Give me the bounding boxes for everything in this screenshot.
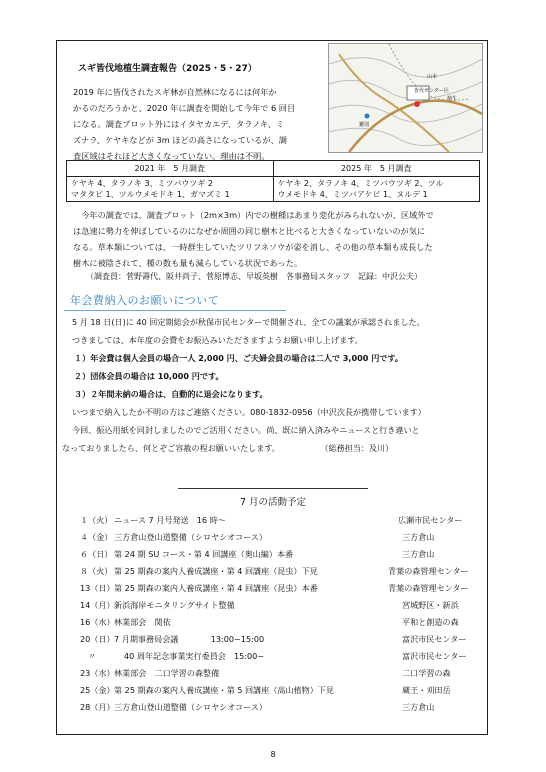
schedule-event: 第 25 期森の案内人養成講座・第 4 回講座（昆虫）下見 [114,566,318,576]
cell-line: ケヤキ 2、タラノキ 4、ミツバウツギ 2、ツル [277,179,444,188]
schedule-place: 平和と創造の森 [402,617,459,627]
schedule-event: 林業部会 二口学習の森整備 [114,668,220,678]
schedule-heading: 7 月の活動予定 [239,497,307,508]
schedule-place: 蔵王・刈田岳 [402,685,451,695]
schedule-row [80,685,480,700]
schedule-row [80,566,480,581]
survey-report-title: スギ皆伐地植生調査報告（2025・5・27） [78,64,257,74]
table-cell-2025 [273,177,480,202]
fees-contact-line: いつまで納入したか不明の方はご連絡ください。080-1832-0956（中沢次長が携帯しています） [72,407,426,417]
schedule-date: 16（水） [80,617,115,627]
schedule-date: 14（月） [80,600,115,610]
table-header-2025: 2025 年 5 月調査 [273,161,480,177]
schedule-row [80,634,480,649]
fees-line: 5 月 18 日(日)に 40 回定期総会が秋保市民センターで開催され、全ての議案が承認されました。 [72,317,425,327]
schedule-row [80,583,480,598]
schedule-event: 新浜海岸モニタリングサイト整備 [114,600,235,610]
schedule-event: 7 月期事務局会議 13:00~15:00 [114,634,265,644]
result-line: なる。草本類については、一時群生していたツリフネソウが姿を消し、その他の草本類も成長した [73,242,433,252]
cell-line: ケヤキ 4、タラノキ 3、ミツバウツギ 2 [71,179,214,188]
schedule-event: 第 24 期 SU コース・第 4 回講座（奥山編）本番 [114,549,294,559]
fees-item-group: ２）団体会員の場合は 10,000 円です。 [74,371,224,381]
page-number: 8 [270,750,276,759]
schedule-place: 三方倉山 [402,702,435,712]
schedule-date: 25（金） [80,685,115,695]
schedule-divider [178,488,368,489]
survey-site-map [328,43,483,153]
schedule-event: 三方倉山登山道整備（シロヤシオコース） [114,702,267,712]
map-label: 植生 [447,96,458,102]
intro-line: ズナラ、ケヤキなどが 3m ほどの高さになっているが、調 [73,135,287,145]
schedule-row [80,532,480,547]
schedule-date: ４（金） [80,532,113,542]
schedule-row [80,515,480,530]
intro-line: 2019 年に皆伐されたスギ林が自然林になるには何年か [73,87,277,97]
survey-comparison-table [66,160,480,202]
schedule-row [80,617,480,632]
fees-item-unpaid: ３）２年間未納の場合は、自動的に退会になります。 [74,389,268,399]
cell-line: マタタビ 1、ツルウメモドキ 1、ガマズミ 1 [71,190,230,199]
intro-line: かるのだろうかと、2020 年に調査を開始して今年で 6 回目 [73,103,296,113]
schedule-event: 40 周年記念事業実行委員会 15:00~ [124,651,265,661]
schedule-date: ６（日） [80,549,113,559]
schedule-place: 広瀬市民センター [398,515,463,525]
schedule-place: 富沢市民センター [402,634,467,644]
intro-line: になる。調査プロット外にはイタヤカエデ、タラノキ、ミ [73,119,285,129]
cell-line: ウメモドキ 4、ミツバアケビ 1、ヌルデ 1 [277,190,428,199]
table-cell-2021 [67,177,274,202]
schedule-row [80,651,480,666]
schedule-event: ニュース 7 月号発送 16 時～ [114,515,226,525]
fees-line: つきましては、本年度の会費をお振込みいただきますようお願い申し上げます。 [72,335,363,345]
fees-heading-underline [64,310,286,311]
map-label: 鑑別 [359,122,370,128]
intro-line: 査区域はそれほど大きくなっていない。理由は不明。 [73,151,270,161]
schedule-date: 28（月） [80,702,115,712]
schedule-date: ８（火） [80,566,113,576]
survey-intro-paragraph [73,84,331,164]
survey-credits: （調査員：菅野壽代、阪井尚子、菅原博志、早坂英樹 各事務局スタッフ 記録：中沢公夫） [86,272,422,281]
map-label: 山本 [427,74,438,80]
schedule-row [80,668,480,683]
schedule-event: 第 25 期森の案内人養成講座・第 5 回講座（高山植物）下見 [114,685,334,695]
fees-item-individual: １）年会費は個人会員の場合一人 2,000 円、ご夫婦会員の場合は二人で 3,000 円です。 [74,353,403,363]
result-line: は急速に勢力を伸ばしているのになぜか周囲の同じ樹木と比べると大きくなっていないのが気に [73,226,426,236]
schedule-row [80,600,480,615]
schedule-event: 三方倉山登山道整備（シロヤシオコース） [114,532,267,542]
schedule-date: 23（水） [80,668,115,678]
schedule-row [80,549,480,564]
schedule-place: 青葉の森管理センター [388,583,469,593]
fees-heading: 年会費納入のお願いについて [70,294,220,307]
schedule-place: 宮城野区・新浜 [402,600,459,610]
survey-result-paragraph [73,207,483,271]
schedule-date: 〃 [88,651,97,661]
schedule-place: 三方倉山 [402,549,435,559]
schedule-date: 13（日） [80,583,115,593]
table-header-2021: 2021 年 5 月調査 [67,161,274,177]
result-line: 樹木に被陰されて、種の数も量も減らしている状況であった。 [73,258,303,268]
fees-contact-line: なっておりましたら、何とぞご容赦の程お願いいたします。 （総務担当：及川） [62,443,394,453]
schedule-place: 三方倉山 [402,532,435,542]
schedule-place: 青葉の森管理センター [388,566,469,576]
schedule-event: 第 25 期森の案内人養成講座・第 4 回講座（昆虫）本番 [114,583,318,593]
schedule-row [80,702,480,717]
schedule-date: 20（日） [80,634,115,644]
fees-contact-line: 今回、振込用紙を同封しましたのでご活用ください。尚、既に納入済みやニュースと行き違いと [72,425,420,435]
schedule-event: 林業部会 関依 [114,617,171,627]
schedule-date: １（火） [80,515,113,525]
result-line: 今年の調査では、調査プロット（2m×3m）内での樹種はあまり変化がみられないが、区域外で [73,210,434,220]
map-label: 皆伐ゼンター区 [414,88,449,94]
schedule-place: 富沢市民センター [402,651,467,661]
map-graphic [329,44,482,152]
schedule-place: 二口学習の森 [402,668,451,678]
